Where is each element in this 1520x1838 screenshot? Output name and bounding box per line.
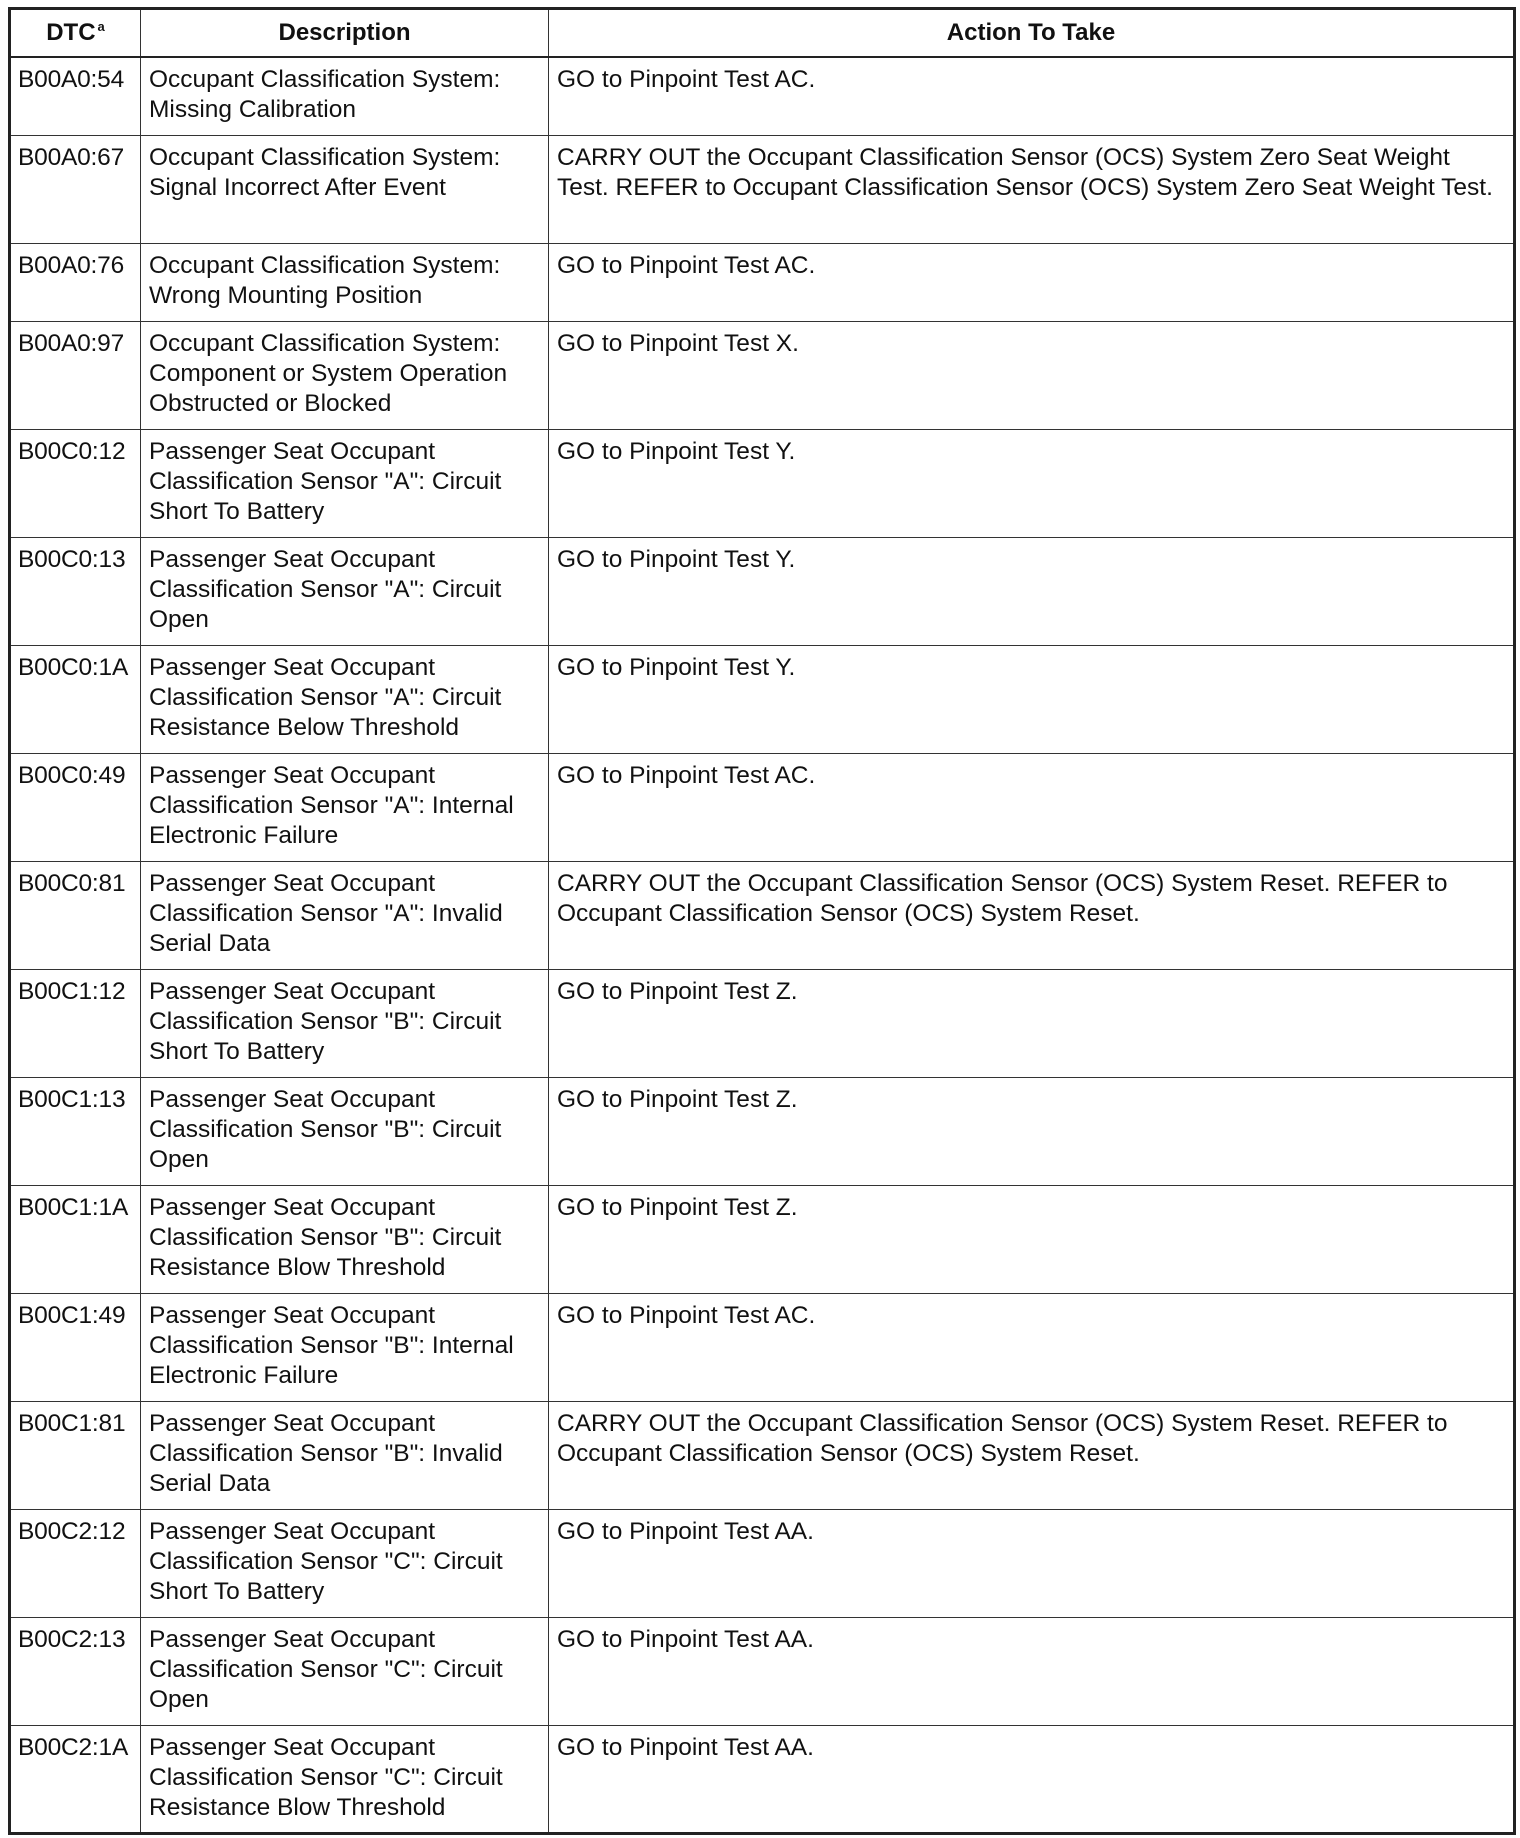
table-row: [10, 1617, 1515, 1725]
dtc-description: Passenger Seat Occupant Classification Sensor "C": Circuit Resistance Blow Threshold: [141, 1725, 549, 1833]
table-row: [10, 645, 1515, 753]
dtc-code: B00A0:97: [10, 321, 141, 429]
dtc-description: Passenger Seat Occupant Classification Sensor "A": Circuit Open: [141, 537, 549, 645]
table-row: [10, 243, 1515, 321]
dtc-code: B00C1:13: [10, 1077, 141, 1185]
dtc-description: Occupant Classification System: Wrong Mounting Position: [141, 243, 549, 321]
header-dtc: [10, 9, 141, 58]
table-row: [10, 1077, 1515, 1185]
header-dtc-label: DTC: [46, 19, 96, 46]
dtc-action: GO to Pinpoint Test AA.: [549, 1725, 1515, 1833]
dtc-action: GO to Pinpoint Test AC.: [549, 57, 1515, 135]
dtc-description: Occupant Classification System: Signal Incorrect After Event: [141, 135, 549, 243]
header-action: Action To Take: [549, 9, 1515, 58]
dtc-table-container: [8, 7, 1516, 1835]
table-row: [10, 57, 1515, 135]
table-row: [10, 969, 1515, 1077]
dtc-action: GO to Pinpoint Test AA.: [549, 1617, 1515, 1725]
table-row: [10, 429, 1515, 537]
dtc-code: B00C1:49: [10, 1293, 141, 1401]
dtc-action: CARRY OUT the Occupant Classification Sensor (OCS) System Zero Seat Weight Test. REFER to Occupant Classification Sensor (OCS) System Zero Seat Weight Test.: [549, 135, 1515, 243]
dtc-code: B00C1:12: [10, 969, 141, 1077]
table-row: [10, 135, 1515, 243]
dtc-action: GO to Pinpoint Test Y.: [549, 537, 1515, 645]
table-row: [10, 1401, 1515, 1509]
dtc-action: GO to Pinpoint Test Z.: [549, 969, 1515, 1077]
header-description: Description: [141, 9, 549, 58]
dtc-code: B00C1:1A: [10, 1185, 141, 1293]
table-row: [10, 1509, 1515, 1617]
dtc-action: GO to Pinpoint Test Z.: [549, 1077, 1515, 1185]
dtc-action: GO to Pinpoint Test AC.: [549, 753, 1515, 861]
dtc-description: Passenger Seat Occupant Classification Sensor "B": Circuit Resistance Blow Threshold: [141, 1185, 549, 1293]
dtc-action: GO to Pinpoint Test AC.: [549, 1293, 1515, 1401]
table-row: [10, 753, 1515, 861]
dtc-action: GO to Pinpoint Test Y.: [549, 429, 1515, 537]
table-row: [10, 1185, 1515, 1293]
dtc-action: GO to Pinpoint Test Y.: [549, 645, 1515, 753]
header-row: [10, 9, 1515, 58]
dtc-code: B00A0:76: [10, 243, 141, 321]
dtc-code: B00C0:12: [10, 429, 141, 537]
dtc-description: Passenger Seat Occupant Classification Sensor "A": Circuit Resistance Below Threshold: [141, 645, 549, 753]
table-body: [10, 57, 1515, 1833]
dtc-table: [8, 7, 1516, 1835]
dtc-description: Passenger Seat Occupant Classification Sensor "B": Circuit Short To Battery: [141, 969, 549, 1077]
dtc-action: CARRY OUT the Occupant Classification Sensor (OCS) System Reset. REFER to Occupant Classification Sensor (OCS) System Reset.: [549, 1401, 1515, 1509]
dtc-action: CARRY OUT the Occupant Classification Sensor (OCS) System Reset. REFER to Occupant Classification Sensor (OCS) System Reset.: [549, 861, 1515, 969]
table-row: [10, 861, 1515, 969]
dtc-description: Passenger Seat Occupant Classification Sensor "B": Invalid Serial Data: [141, 1401, 549, 1509]
table-row: [10, 1293, 1515, 1401]
dtc-code: B00C0:13: [10, 537, 141, 645]
dtc-code: B00C2:13: [10, 1617, 141, 1725]
table-row: [10, 537, 1515, 645]
dtc-action: GO to Pinpoint Test AC.: [549, 243, 1515, 321]
dtc-description: Occupant Classification System: Missing Calibration: [141, 57, 549, 135]
dtc-action: GO to Pinpoint Test AA.: [549, 1509, 1515, 1617]
dtc-description: Occupant Classification System: Component or System Operation Obstructed or Blocked: [141, 321, 549, 429]
dtc-description: Passenger Seat Occupant Classification Sensor "C": Circuit Short To Battery: [141, 1509, 549, 1617]
dtc-action: GO to Pinpoint Test Z.: [549, 1185, 1515, 1293]
dtc-code: B00A0:67: [10, 135, 141, 243]
dtc-code: B00C2:1A: [10, 1725, 141, 1833]
dtc-code: B00C0:49: [10, 753, 141, 861]
dtc-description: Passenger Seat Occupant Classification Sensor "B": Circuit Open: [141, 1077, 549, 1185]
dtc-code: B00C0:81: [10, 861, 141, 969]
table-header: [10, 9, 1515, 58]
table-row: [10, 1725, 1515, 1833]
dtc-action: GO to Pinpoint Test X.: [549, 321, 1515, 429]
dtc-description: Passenger Seat Occupant Classification Sensor "B": Internal Electronic Failure: [141, 1293, 549, 1401]
dtc-code: B00C2:12: [10, 1509, 141, 1617]
dtc-description: Passenger Seat Occupant Classification Sensor "C": Circuit Open: [141, 1617, 549, 1725]
header-dtc-footnote-mark: a: [97, 19, 105, 34]
dtc-code: B00A0:54: [10, 57, 141, 135]
table-row: [10, 321, 1515, 429]
dtc-description: Passenger Seat Occupant Classification Sensor "A": Circuit Short To Battery: [141, 429, 549, 537]
dtc-code: B00C0:1A: [10, 645, 141, 753]
dtc-description: Passenger Seat Occupant Classification Sensor "A": Invalid Serial Data: [141, 861, 549, 969]
dtc-code: B00C1:81: [10, 1401, 141, 1509]
dtc-description: Passenger Seat Occupant Classification Sensor "A": Internal Electronic Failure: [141, 753, 549, 861]
